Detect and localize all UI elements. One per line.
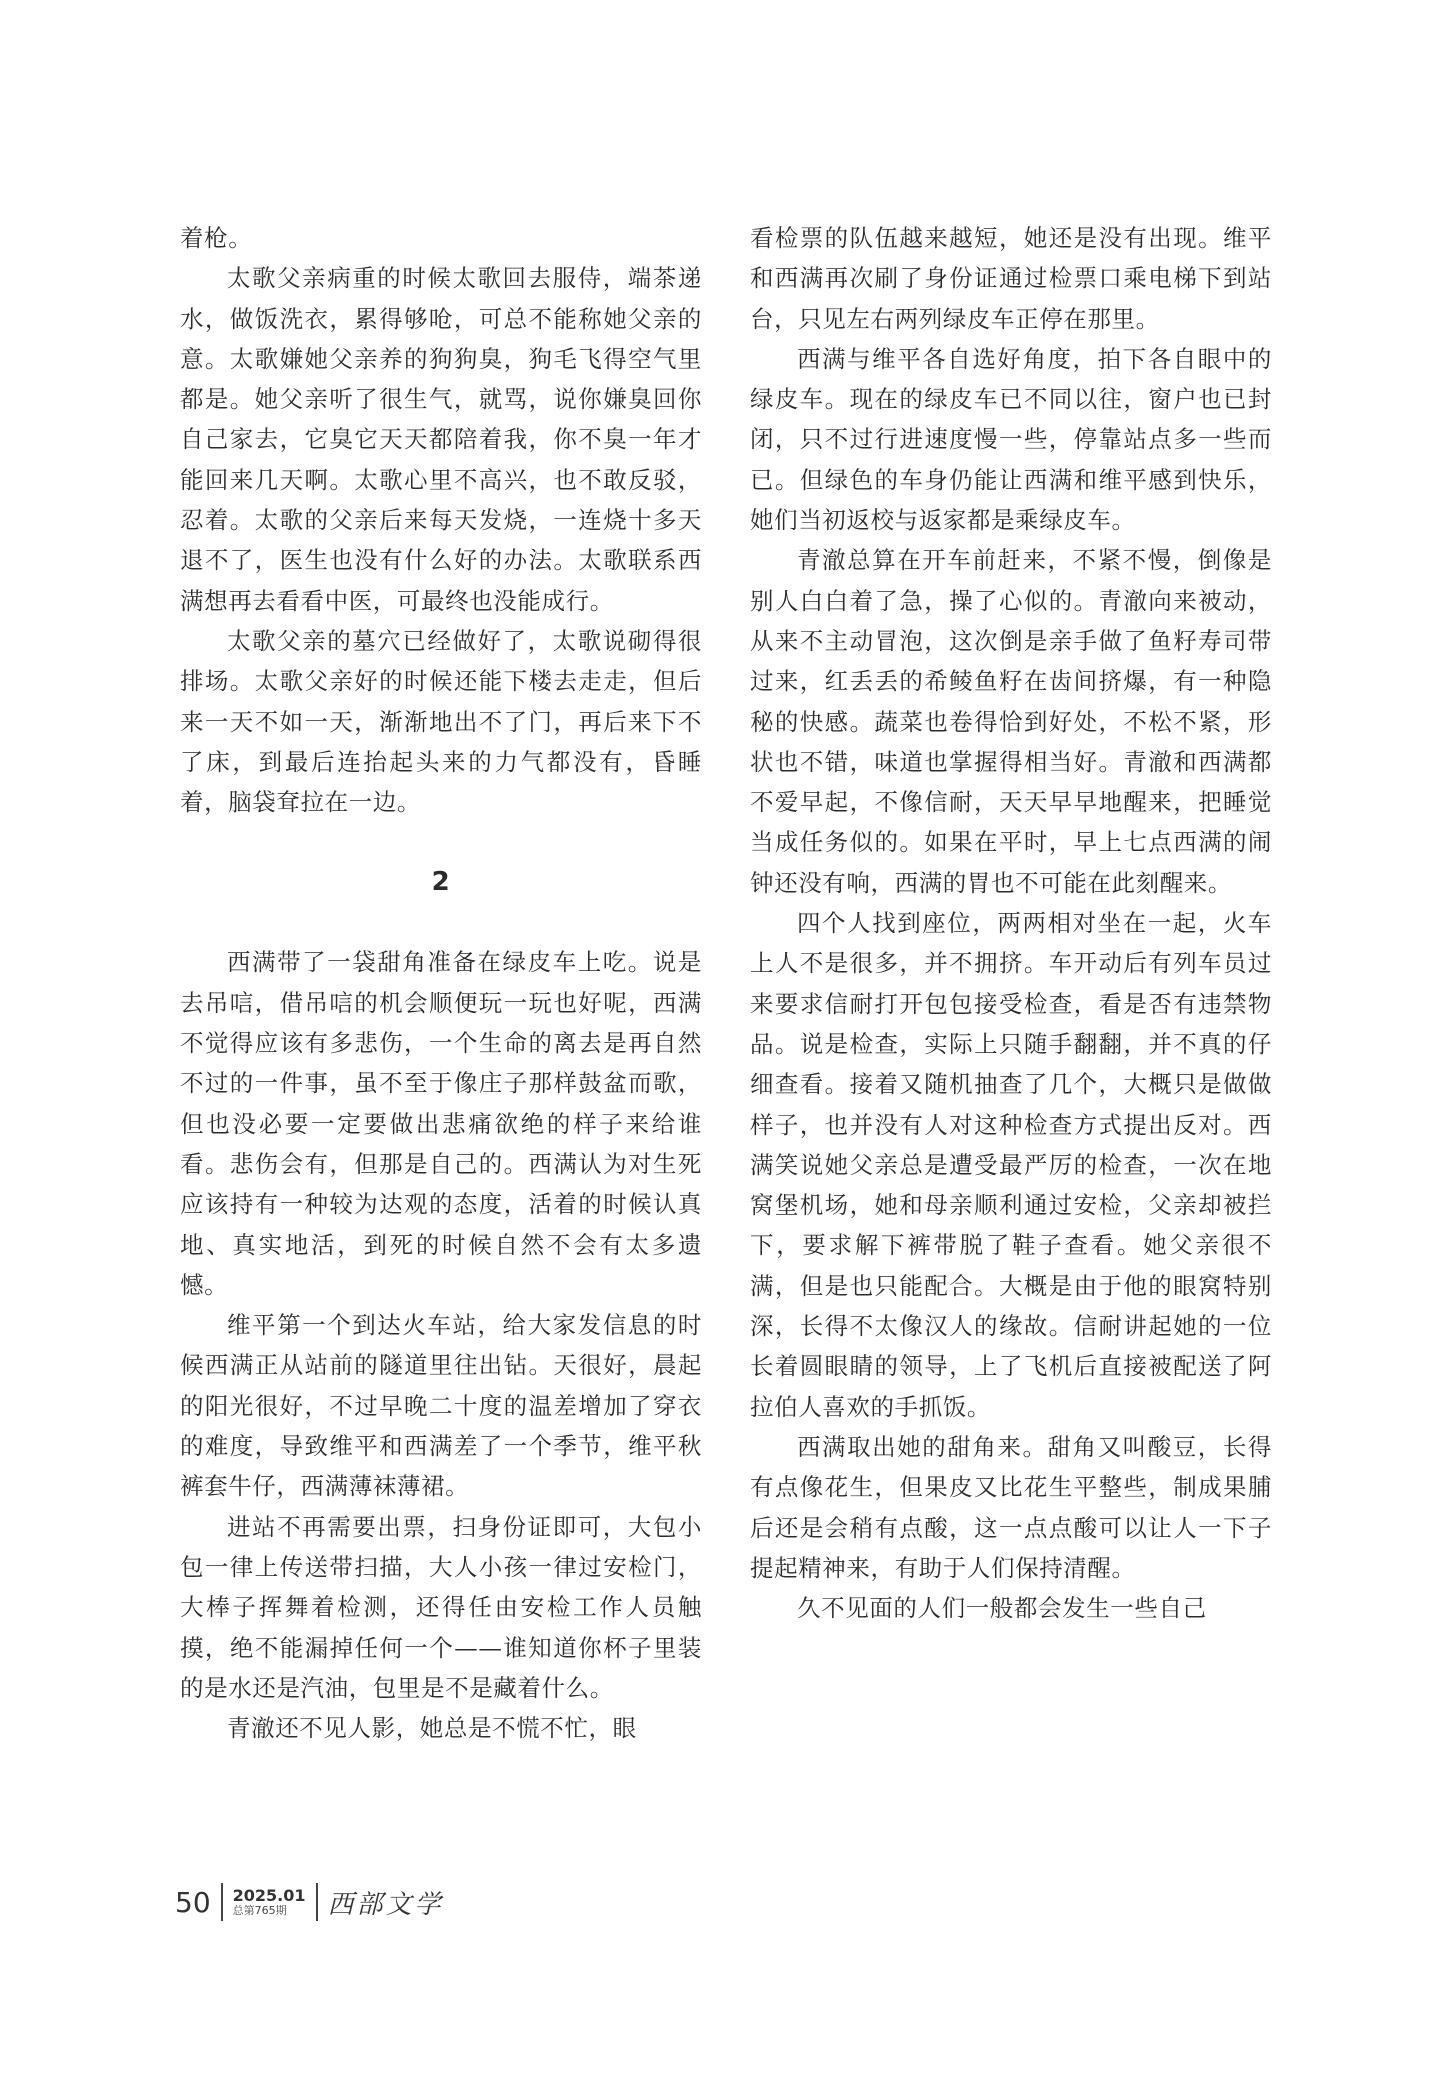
right-column bbox=[750, 218, 1272, 1628]
paragraph: 西满取出她的甜角来。甜角又叫酸豆，长得有点像花生，但果皮又比花生平整些，制成果脯后还是会稍有点酸，这一点点酸可以让人一下子提起精神来，有助于人们保持清醒。 bbox=[750, 1432, 1272, 1582]
paragraph: 进站不再需要出票，扫身份证即可，大包小包一律上传送带扫描，大人小孩一律过安检门，大棒子挥舞着检测，还得任由安检工作人员触摸，绝不能漏掉任何一个——谁知道你杯子里装的是水还是汽油，包里是不是藏着什么。 bbox=[180, 1512, 702, 1702]
paragraph: 西满与维平各自选好角度，拍下各自眼中的绿皮车。现在的绿皮车已不同以往，窗户也已封闭，只不过行进速度慢一些，停靠站点多一些而已。但绿色的车身仍能让西满和维平感到快乐，她们当初返校与返家都是乘绿皮车。 bbox=[750, 344, 1272, 535]
paragraph: 青澈总算在开车前赶来，不紧不慢，倒像是别人白白着了急，操了心似的。青澈向来被动，从来不主动冒泡，这次倒是亲手做了鱼籽寿司带过来，红丢丢的希鲮鱼籽在齿间挤爆，有一种隐秘的快感。蔬菜也卷得恰到好处，不松不紧，形状也不错，味道也掌握得相当好。青澈和西满都不爱早起，不像信耐，天天早早地醒来，把睡觉当成任务似的。如果在平时，早上七点西满的闹钟还没有响，西满的胃也不可能在此刻醒来。 bbox=[750, 546, 1272, 897]
paragraph: 久不见面的人们一般都会发生一些自己 bbox=[797, 1594, 1207, 1623]
paragraph: 太歌父亲的墓穴已经做好了，太歌说砌得很排场。太歌父亲好的时候还能下楼去走走，但后来一天不如一天，渐渐地出不了门，再后来下不了床，到最后连抬起头来的力气都没有，昏睡着，脑袋耷拉在一边。 bbox=[180, 626, 702, 817]
issue-total: 总第765期 bbox=[232, 1903, 287, 1917]
paragraph: 看检票的队伍越来越短，她还是没有出现。维平和西满再次刷了身份证通过检票口乘电梯下到站台，只见左右两列绿皮车正停在那里。 bbox=[750, 224, 1272, 333]
divider bbox=[221, 1883, 223, 1921]
left-column bbox=[180, 218, 702, 1748]
paragraph: 青澈还不见人影，她总是不慌不忙，眼 bbox=[227, 1714, 637, 1743]
paragraph: 维平第一个到达火车站，给大家发信息的时候西满正从站前的隧道里往出钻。天很好，晨起的阳光很好，不过早晚二十度的温差增加了穿衣的难度，导致维平和西满差了一个季节，维平秋裤套牛仔，西满薄袜薄裙。 bbox=[180, 1311, 702, 1501]
magazine-logo: 西部文学 bbox=[327, 1889, 444, 1920]
page-footer bbox=[175, 1880, 444, 1924]
paragraph: 四个人找到座位，两两相对坐在一起，火车上人不是很多，并不拥挤。车开动后有列车员过来要求信耐打开包包接受检查，看是否有违禁物品。说是检查，实际上只随手翻翻，并不真的仔细查看。接着又随机抽查了几个，大概只是做做样子，也并没有人对这种检查方式提出反对。西满笑说她父亲总是遭受最严厉的检查，一次在地窝堡机场，她和母亲顺利通过安检，父亲却被拦下，要求解下裤带脱了鞋子查看。她父亲很不满，但是也只能配合。大概是由于他的眼窝特别深，长得不太像汉人的缘故。信耐讲起她的一位长着圆眼睛的领导，上了飞机后直接被配送了阿拉伯人喜欢的手抓饭。 bbox=[750, 909, 1272, 1421]
issue-date: 2025.01 bbox=[232, 1885, 306, 1905]
paragraph: 着枪。 bbox=[180, 224, 253, 252]
paragraph: 西满带了一袋甜角准备在绿皮车上吃。说是去吊唁，借吊唁的机会顺便玩一玩也好呢，西满不觉得应该有多悲伤，一个生命的离去是再自然不过的一件事，虽不至于像庄子那样鼓盆而歌，但也没必要一定要做出悲痛欲绝的样子来给谁看。悲伤会有，但那是自己的。西满认为对生死应该持有一种较为达观的态度，活着的时候认真地、真实地活，到死的时候自然不会有太多遗憾。 bbox=[180, 948, 702, 1299]
divider bbox=[316, 1883, 318, 1921]
section-number: 2 bbox=[431, 867, 451, 898]
issue-info bbox=[232, 1885, 306, 1917]
paragraph: 太歌父亲病重的时候太歌回去服侍，端茶递水，做饭洗衣，累得够呛，可总不能称她父亲的意。太歌嫌她父亲养的狗狗臭，狗毛飞得空气里都是。她父亲听了很生气，就骂，说你嫌臭回你自己家去，它臭它天天都陪着我，你不臭一年才能回来几天啊。太歌心里不高兴，也不敢反驳，忍着。太歌的父亲后来每天发烧，一连烧十多天退不了，医生也没有什么好的办法。太歌联系西满想再去看看中医，可最终也没能成行。 bbox=[180, 264, 702, 615]
page-number: 50 bbox=[175, 1885, 211, 1919]
